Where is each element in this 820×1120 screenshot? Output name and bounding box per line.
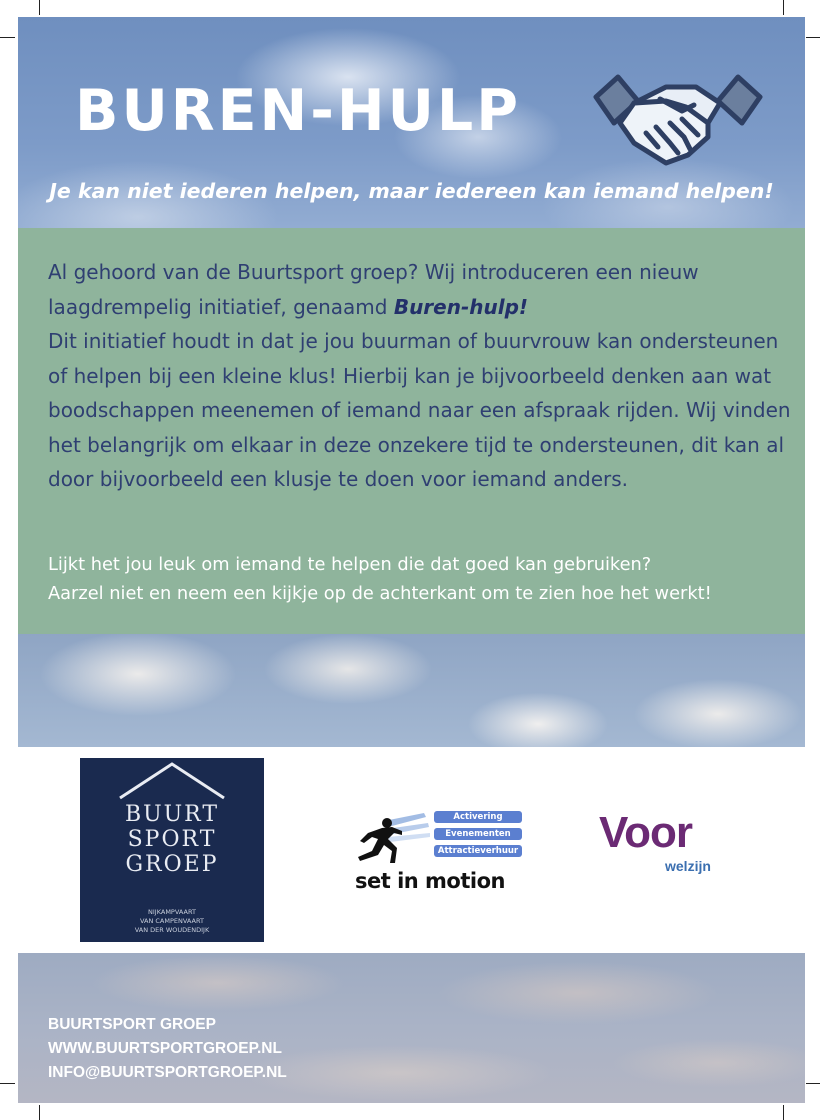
logo-sub-3: VAN DER WOUDENDIJK (134, 926, 210, 934)
handshake-icon (590, 57, 766, 177)
crop-mark (39, 1105, 40, 1120)
crop-mark (39, 0, 40, 15)
call-to-action (48, 550, 803, 608)
buurtsport-groep-logo (80, 758, 264, 942)
intro-line-2: Dit initiatief houdt in dat je jou buurman of buurvrouw kan ondersteunen of helpen bij een kleine klus! Hierbij kan je bijvoorbeeld denken aan wat boodschappen meenemen of iemand naar een afspraak rijden. Wij vinden het belangrijk om elkaar in deze onzekere tijd te ondersteunen, dit kan al door bijvoorbeeld een klusje te doen voor iemand anders. (48, 329, 791, 491)
footer-website[interactable]: WWW.BUURTSPORTGROEP.NL (48, 1040, 282, 1057)
crop-mark (783, 1105, 784, 1120)
logo-sub-2: VAN CAMPENVAART (139, 917, 204, 925)
partner-logos (18, 747, 805, 953)
flyer (18, 17, 805, 1103)
set-in-motion-logo: set in motion (355, 869, 505, 893)
runner-icon (354, 811, 434, 869)
intro-line-1: Al gehoord van de Buurtsport groep? Wij introduceren een nieuw laagdrempelig initiatief, genaamd (48, 260, 699, 319)
logo-line-buurt: BUURT (124, 802, 220, 827)
cta-line-2: Aarzel niet en neem een kijkje op de achterkant om te zien hoe het werkt! (48, 583, 712, 604)
voor-welzijn-logo: Voor (599, 808, 692, 857)
logo-line-groep: GROEP (125, 852, 219, 877)
crop-mark (783, 0, 784, 15)
logo-sub-1: NIJKAMPVAART (148, 908, 196, 916)
intro-emphasis: Buren-hulp! (393, 294, 529, 319)
middle-sky (18, 634, 805, 747)
footer-email[interactable]: INFO@BUURTSPORTGROEP.NL (48, 1064, 287, 1081)
logo-line-sport: SPORT (127, 827, 217, 852)
cta-line-1: Lijkt het jou leuk om iemand te helpen die dat goed kan gebruiken? (48, 554, 652, 575)
tag-attractieverhuur: Attractieverhuur (434, 845, 522, 857)
tag-evenementen: Evenementen (434, 828, 522, 840)
intro-panel (18, 228, 805, 634)
crop-mark (0, 37, 15, 38)
tagline: Je kan niet iederen helpen, maar iedereen kan iemand helpen! (49, 179, 774, 203)
welzijn-label: welzijn (665, 858, 711, 874)
crop-mark (0, 1083, 15, 1084)
intro-text (48, 255, 798, 497)
page-title: BUREN-HULP (75, 78, 522, 144)
header-sky (18, 17, 805, 228)
footer-sky (18, 953, 805, 1103)
crop-mark (806, 1083, 820, 1084)
tag-activering: Activering (434, 811, 522, 823)
footer-org: BUURTSPORT GROEP (48, 1016, 216, 1033)
crop-mark (806, 37, 820, 38)
